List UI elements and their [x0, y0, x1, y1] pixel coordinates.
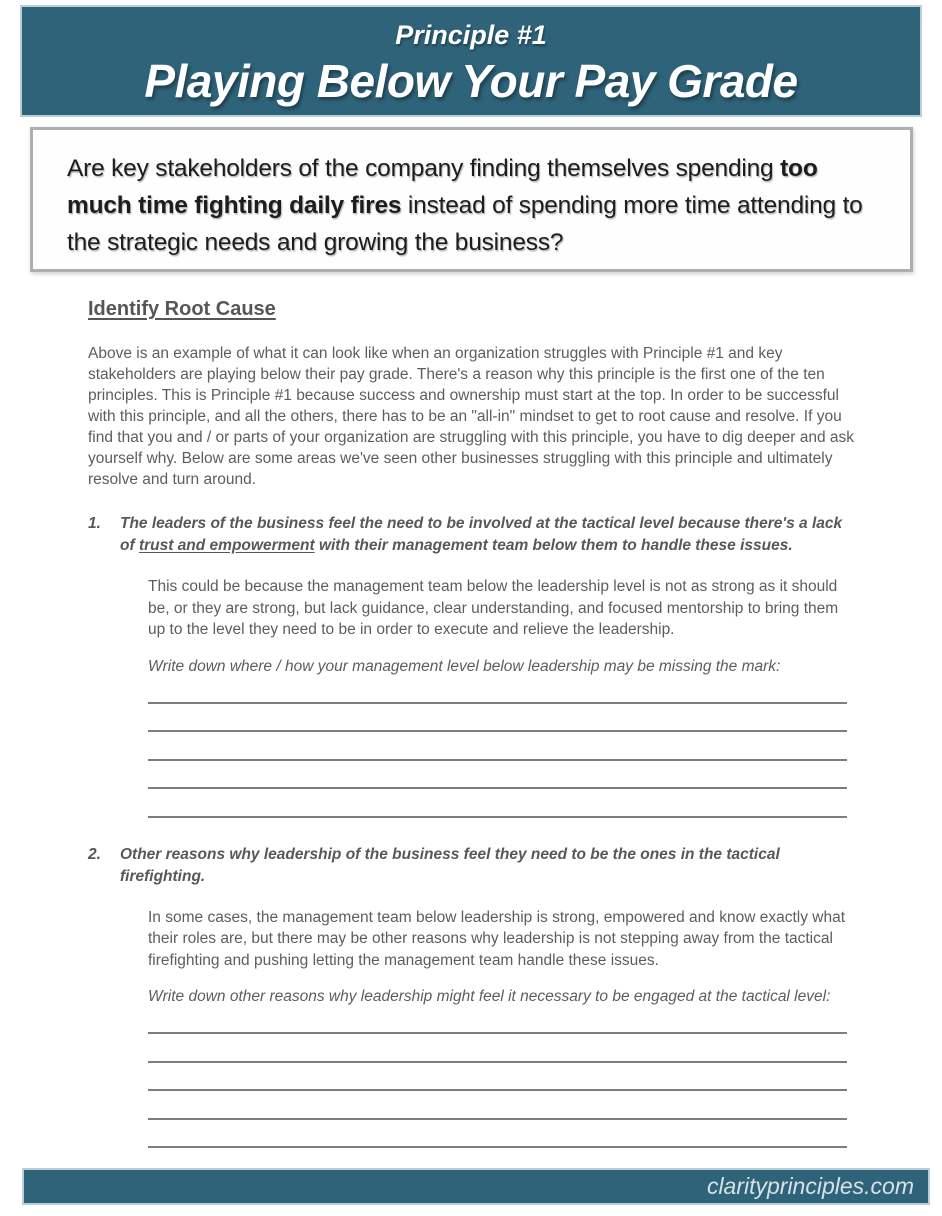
question-callout-box — [30, 127, 913, 272]
principle-number: Principle #1 — [395, 20, 547, 50]
list-item-1-prompt: Write down where / how your management level below leadership may be missing the mark: — [148, 657, 781, 675]
writing-line — [148, 732, 847, 761]
list-item-2 — [88, 844, 856, 888]
writing-line — [148, 1007, 847, 1034]
list-item-2-lead-text: Other reasons why leadership of the business feel they need to be the ones in the tactical firefighting. — [120, 845, 780, 885]
writing-line — [148, 1034, 847, 1063]
writing-line — [148, 761, 847, 790]
list-item-1-lead-text: The leaders of the business feel the need to be involved at the tactical level because there's a lack of — [120, 515, 843, 554]
writing-line — [148, 1120, 847, 1149]
writing-line — [148, 1091, 847, 1120]
writing-lines-2 — [148, 1007, 847, 1148]
section-heading: Identify Root Cause — [88, 298, 276, 320]
question-text-part1: Are key stakeholders of the company finding themselves spending — [67, 155, 781, 182]
writing-line — [148, 704, 847, 733]
header-banner — [20, 5, 922, 117]
intro-paragraph: Above is an example of what it can look like when an organization struggles with Principle #1 and key stakeholders are playing below their pay grade. There's a reason why this principle is the first one of the ten principles. This is Principle #1 because success and ownership must start at the top. In order to be successful with this principle, and all the others, there has to be an "all-in" mindset to get to root cause and resolve. If you find that you and / or parts of your organization are struggling with this principle, you have to dig deeper and ask yourself why. Below are some areas we've seen other businesses struggling with this principle and ultimately resolve and turn around. — [88, 345, 854, 488]
writing-line — [148, 677, 847, 704]
writing-lines-1 — [148, 677, 847, 818]
list-item-1-body: This could be because the management team below the leadership level is not as strong as it should be, or they are strong, but lack guidance, clear understanding, and focused mentorship to bring them up to the level they need to be in order to execute and relieve the leadership. — [148, 578, 839, 638]
question-text-bold: too much time fighting daily fires — [67, 155, 818, 219]
list-item-1-lead-underlined: trust and empowerment — [138, 537, 315, 554]
list-item-1-lead-text-end: with their management team below them to handle these issues. — [314, 537, 793, 554]
list-item-2-body: In some cases, the management team below leadership is strong, empowered and know exactly what their roles are, but there may be other reasons why leadership is not stepping away from the tactical firefighting and pushing letting the management team handle these issues. — [148, 908, 846, 969]
content-column — [88, 298, 856, 1148]
footer-bar — [22, 1168, 930, 1205]
list-item-2-prompt: Write down other reasons why leadership might feel it necessary to be engaged at the tactical level: — [148, 988, 831, 1005]
list-item-1 — [88, 513, 856, 557]
footer-website-link[interactable]: clarityprinciples.com — [706, 1173, 914, 1199]
writing-line — [148, 1063, 847, 1092]
list-item-2-number: 2. — [88, 845, 101, 863]
list-item-1-lead — [120, 513, 856, 557]
page-title: Playing Below Your Pay Grade — [144, 55, 798, 107]
question-text-part2: instead of spending more time attending to the strategic needs and growing the business? — [67, 192, 863, 256]
list-item-1-number: 1. — [88, 515, 101, 532]
list-item-2-lead — [120, 844, 856, 888]
writing-line — [148, 789, 847, 818]
